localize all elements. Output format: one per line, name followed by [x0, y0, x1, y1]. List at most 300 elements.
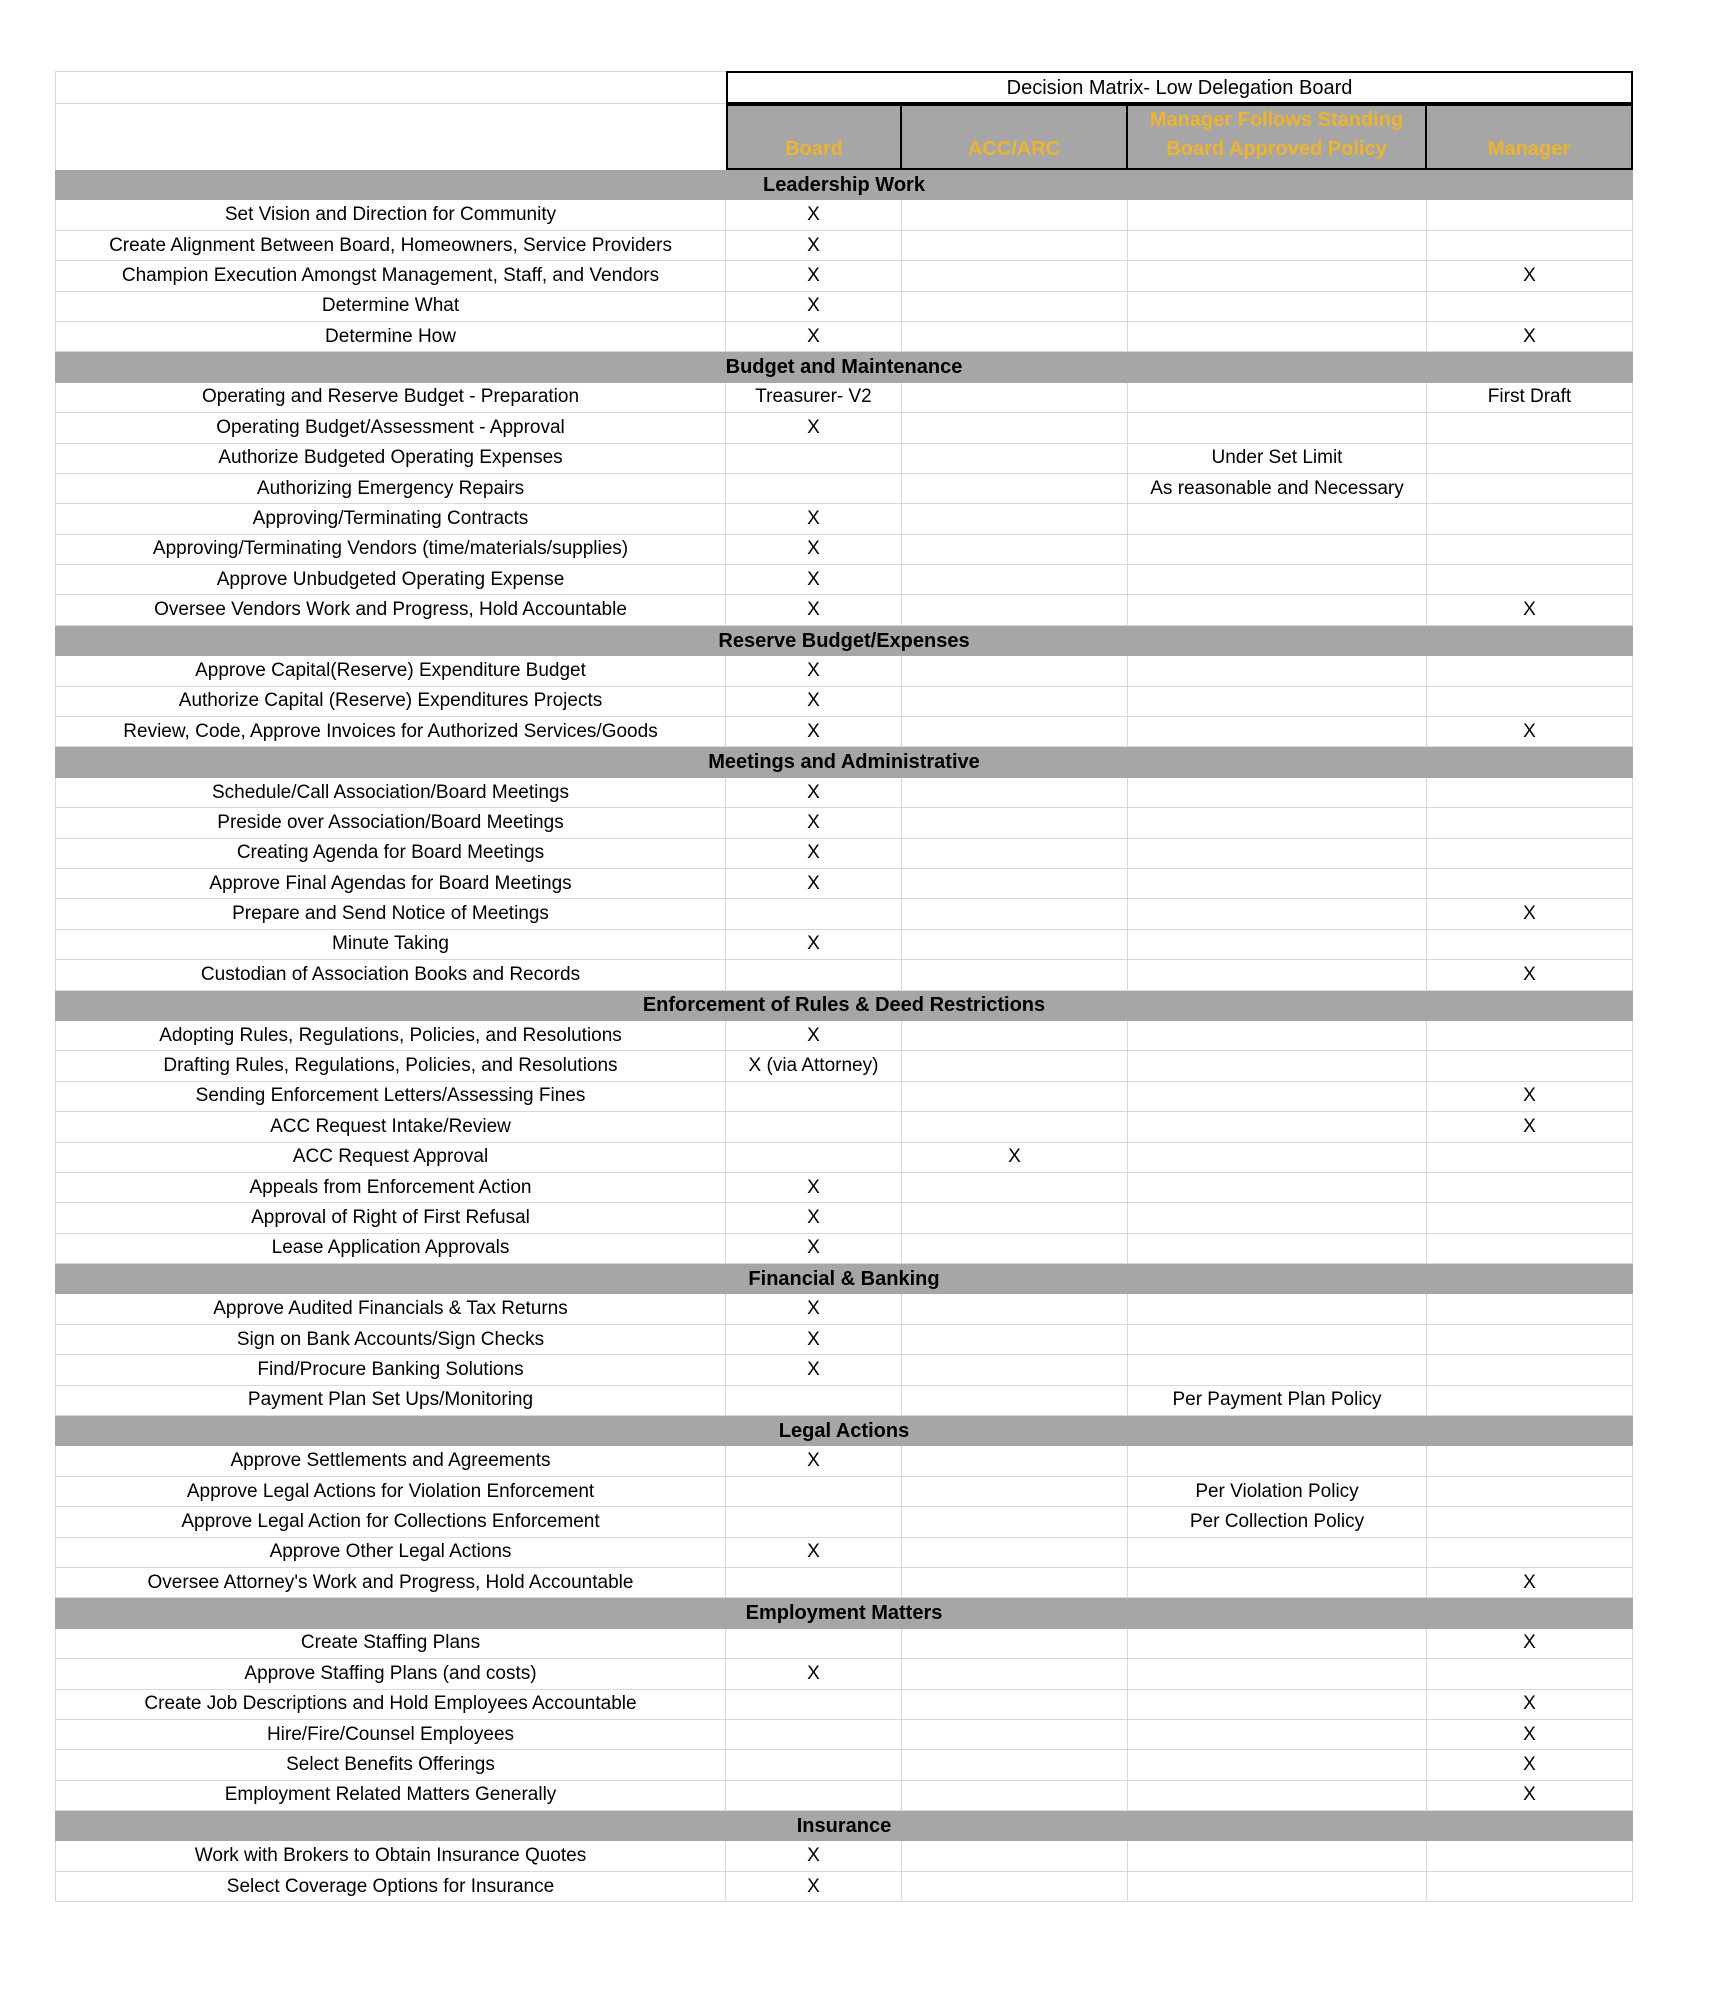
task-label: Operating Budget/Assessment - Approval	[55, 413, 726, 443]
cell-policy	[1128, 1446, 1427, 1476]
cell-manager	[1427, 1477, 1633, 1507]
cell-board: X	[726, 322, 902, 352]
cell-acc-arc	[902, 535, 1128, 565]
cell-policy	[1128, 1325, 1427, 1355]
cell-board: Treasurer- V2	[726, 383, 902, 413]
task-label: Creating Agenda for Board Meetings	[55, 839, 726, 869]
cell-board	[726, 1781, 902, 1811]
task-label: Select Coverage Options for Insurance	[55, 1872, 726, 1902]
task-label: Custodian of Association Books and Records	[55, 960, 726, 990]
cell-manager	[1427, 1538, 1633, 1568]
task-row	[55, 1568, 1633, 1598]
cell-policy	[1128, 1690, 1427, 1720]
cell-manager: X	[1427, 1690, 1633, 1720]
task-label: Authorize Capital (Reserve) Expenditures Projects	[55, 687, 726, 717]
task-row	[55, 1659, 1633, 1689]
task-label: Payment Plan Set Ups/Monitoring	[55, 1386, 726, 1416]
task-row	[55, 1386, 1633, 1416]
task-row	[55, 808, 1633, 838]
cell-manager	[1427, 292, 1633, 322]
task-label: Approving/Terminating Vendors (time/materials/supplies)	[55, 535, 726, 565]
task-label: Set Vision and Direction for Community	[55, 200, 726, 230]
cell-manager: X	[1427, 1720, 1633, 1750]
cell-acc-arc: X	[902, 1143, 1128, 1173]
task-label: Approval of Right of First Refusal	[55, 1203, 726, 1233]
task-row	[55, 656, 1633, 686]
cell-board: X	[726, 687, 902, 717]
cell-manager	[1427, 1051, 1633, 1081]
section-header-row	[55, 747, 1633, 777]
cell-board: X	[726, 656, 902, 686]
cell-policy	[1128, 1082, 1427, 1112]
cell-board: X	[726, 1325, 902, 1355]
cell-manager	[1427, 1872, 1633, 1902]
task-label: Approving/Terminating Contracts	[55, 504, 726, 534]
task-row	[55, 1203, 1633, 1233]
cell-board: X	[726, 1203, 902, 1233]
task-row	[55, 1082, 1633, 1112]
cell-policy: Per Violation Policy	[1128, 1477, 1427, 1507]
task-label: Hire/Fire/Counsel Employees	[55, 1720, 726, 1750]
cell-manager	[1427, 535, 1633, 565]
task-label: Schedule/Call Association/Board Meetings	[55, 778, 726, 808]
cell-board: X	[726, 1355, 902, 1385]
task-label: Sending Enforcement Letters/Assessing Fines	[55, 1082, 726, 1112]
task-label: Preside over Association/Board Meetings	[55, 808, 726, 838]
cell-board: X	[726, 869, 902, 899]
column-header-manager: Manager	[1427, 104, 1633, 170]
cell-board: X	[726, 1659, 902, 1689]
task-row	[55, 1690, 1633, 1720]
cell-acc-arc	[902, 1325, 1128, 1355]
cell-acc-arc	[902, 930, 1128, 960]
task-label: Create Alignment Between Board, Homeowners, Service Providers	[55, 231, 726, 261]
cell-manager	[1427, 200, 1633, 230]
cell-manager: X	[1427, 1568, 1633, 1598]
empty-corner-cell	[55, 104, 726, 170]
task-label: Oversee Attorney's Work and Progress, Hold Accountable	[55, 1568, 726, 1598]
cell-manager: X	[1427, 1781, 1633, 1811]
task-label: Approve Audited Financials & Tax Returns	[55, 1294, 726, 1324]
cell-manager	[1427, 565, 1633, 595]
cell-acc-arc	[902, 1477, 1128, 1507]
cell-board	[726, 474, 902, 504]
cell-board: X	[726, 261, 902, 291]
task-label: Approve Unbudgeted Operating Expense	[55, 565, 726, 595]
cell-acc-arc	[902, 1872, 1128, 1902]
cell-policy	[1128, 504, 1427, 534]
cell-manager	[1427, 1659, 1633, 1689]
cell-acc-arc	[902, 1051, 1128, 1081]
cell-acc-arc	[902, 1841, 1128, 1871]
cell-policy	[1128, 1112, 1427, 1142]
column-header-policy: Manager Follows Standing Board Approved Policy	[1128, 104, 1427, 170]
task-row	[55, 1781, 1633, 1811]
task-label: Determine How	[55, 322, 726, 352]
cell-manager: X	[1427, 960, 1633, 990]
cell-manager: X	[1427, 899, 1633, 929]
cell-policy	[1128, 595, 1427, 625]
task-label: Approve Legal Actions for Violation Enforcement	[55, 1477, 726, 1507]
cell-policy	[1128, 1294, 1427, 1324]
cell-board: X	[726, 413, 902, 443]
cell-manager: X	[1427, 1082, 1633, 1112]
cell-board: X	[726, 504, 902, 534]
task-label: Create Job Descriptions and Hold Employees Accountable	[55, 1690, 726, 1720]
cell-policy	[1128, 1143, 1427, 1173]
cell-acc-arc	[902, 565, 1128, 595]
task-row	[55, 1051, 1633, 1081]
task-label: Appeals from Enforcement Action	[55, 1173, 726, 1203]
task-row	[55, 899, 1633, 929]
task-row	[55, 1112, 1633, 1142]
cell-acc-arc	[902, 413, 1128, 443]
cell-policy	[1128, 261, 1427, 291]
cell-board: X	[726, 930, 902, 960]
cell-acc-arc	[902, 1507, 1128, 1537]
cell-policy	[1128, 413, 1427, 443]
cell-acc-arc	[902, 1082, 1128, 1112]
cell-policy	[1128, 869, 1427, 899]
cell-policy	[1128, 565, 1427, 595]
cell-policy	[1128, 200, 1427, 230]
task-label: Approve Other Legal Actions	[55, 1538, 726, 1568]
task-row	[55, 595, 1633, 625]
column-header-row	[55, 104, 1633, 170]
cell-board: X	[726, 535, 902, 565]
cell-board: X	[726, 1872, 902, 1902]
cell-board	[726, 960, 902, 990]
cell-acc-arc	[902, 808, 1128, 838]
task-row	[55, 930, 1633, 960]
task-row	[55, 1872, 1633, 1902]
task-row	[55, 1538, 1633, 1568]
cell-acc-arc	[902, 504, 1128, 534]
cell-manager: X	[1427, 1112, 1633, 1142]
decision-matrix-table	[55, 71, 1633, 1902]
section-header-row	[55, 991, 1633, 1021]
cell-policy	[1128, 1720, 1427, 1750]
cell-manager	[1427, 1355, 1633, 1385]
cell-acc-arc	[902, 1568, 1128, 1598]
task-label: Oversee Vendors Work and Progress, Hold Accountable	[55, 595, 726, 625]
cell-policy	[1128, 535, 1427, 565]
cell-manager	[1427, 1325, 1633, 1355]
task-row	[55, 1355, 1633, 1385]
task-label: Approve Legal Action for Collections Enforcement	[55, 1507, 726, 1537]
cell-board	[726, 444, 902, 474]
cell-board: X	[726, 292, 902, 322]
task-label: Adopting Rules, Regulations, Policies, and Resolutions	[55, 1021, 726, 1051]
cell-board: X	[726, 200, 902, 230]
cell-board	[726, 1720, 902, 1750]
cell-acc-arc	[902, 595, 1128, 625]
cell-manager	[1427, 1841, 1633, 1871]
cell-policy	[1128, 930, 1427, 960]
task-row	[55, 413, 1633, 443]
task-row	[55, 839, 1633, 869]
title-row	[55, 71, 1633, 104]
task-row	[55, 1294, 1633, 1324]
cell-acc-arc	[902, 687, 1128, 717]
cell-policy	[1128, 1234, 1427, 1264]
task-label: Approve Capital(Reserve) Expenditure Budget	[55, 656, 726, 686]
cell-manager	[1427, 687, 1633, 717]
cell-policy	[1128, 383, 1427, 413]
cell-manager	[1427, 444, 1633, 474]
task-row	[55, 444, 1633, 474]
cell-acc-arc	[902, 322, 1128, 352]
cell-policy: Per Payment Plan Policy	[1128, 1386, 1427, 1416]
task-row	[55, 1234, 1633, 1264]
section-title: Employment Matters	[55, 1598, 1633, 1628]
cell-manager: X	[1427, 1629, 1633, 1659]
cell-board: X	[726, 1446, 902, 1476]
task-row	[55, 1325, 1633, 1355]
cell-policy	[1128, 1781, 1427, 1811]
table-body	[55, 170, 1633, 1902]
cell-policy	[1128, 1750, 1427, 1780]
cell-policy	[1128, 292, 1427, 322]
cell-board	[726, 1477, 902, 1507]
cell-board: X	[726, 1294, 902, 1324]
cell-acc-arc	[902, 1112, 1128, 1142]
cell-manager	[1427, 1234, 1633, 1264]
cell-acc-arc	[902, 1355, 1128, 1385]
task-label: Lease Application Approvals	[55, 1234, 726, 1264]
cell-manager	[1427, 869, 1633, 899]
task-label: Determine What	[55, 292, 726, 322]
cell-manager: X	[1427, 322, 1633, 352]
task-label: Find/Procure Banking Solutions	[55, 1355, 726, 1385]
cell-policy	[1128, 960, 1427, 990]
cell-board	[726, 1690, 902, 1720]
section-header-row	[55, 170, 1633, 200]
cell-board: X	[726, 778, 902, 808]
cell-acc-arc	[902, 383, 1128, 413]
cell-policy	[1128, 687, 1427, 717]
cell-manager	[1427, 808, 1633, 838]
cell-policy: Under Set Limit	[1128, 444, 1427, 474]
cell-manager	[1427, 1386, 1633, 1416]
cell-policy	[1128, 1538, 1427, 1568]
cell-manager	[1427, 1294, 1633, 1324]
task-label: Select Benefits Offerings	[55, 1750, 726, 1780]
cell-board: X	[726, 1234, 902, 1264]
task-row	[55, 1841, 1633, 1871]
cell-policy	[1128, 656, 1427, 686]
cell-acc-arc	[902, 1720, 1128, 1750]
cell-manager	[1427, 474, 1633, 504]
task-label: Approve Settlements and Agreements	[55, 1446, 726, 1476]
cell-board	[726, 1507, 902, 1537]
cell-board	[726, 1112, 902, 1142]
cell-manager	[1427, 231, 1633, 261]
cell-policy	[1128, 1659, 1427, 1689]
cell-acc-arc	[902, 1294, 1128, 1324]
task-label: Create Staffing Plans	[55, 1629, 726, 1659]
cell-policy	[1128, 231, 1427, 261]
task-row	[55, 778, 1633, 808]
empty-corner-cell	[55, 71, 726, 104]
section-title: Budget and Maintenance	[55, 352, 1633, 382]
column-header-board: Board	[726, 104, 902, 170]
cell-policy	[1128, 1021, 1427, 1051]
cell-manager	[1427, 1173, 1633, 1203]
cell-manager: X	[1427, 1750, 1633, 1780]
task-row	[55, 504, 1633, 534]
cell-board	[726, 1629, 902, 1659]
task-label: Authorize Budgeted Operating Expenses	[55, 444, 726, 474]
task-label: ACC Request Intake/Review	[55, 1112, 726, 1142]
section-title: Leadership Work	[55, 170, 1633, 200]
cell-policy: Per Collection Policy	[1128, 1507, 1427, 1537]
cell-board: X	[726, 1021, 902, 1051]
cell-manager	[1427, 839, 1633, 869]
cell-acc-arc	[902, 444, 1128, 474]
cell-manager	[1427, 1143, 1633, 1173]
cell-policy	[1128, 1173, 1427, 1203]
task-label: Minute Taking	[55, 930, 726, 960]
section-header-row	[55, 352, 1633, 382]
cell-acc-arc	[902, 1386, 1128, 1416]
cell-policy: As reasonable and Necessary	[1128, 474, 1427, 504]
task-row	[55, 322, 1633, 352]
cell-board: X (via Attorney)	[726, 1051, 902, 1081]
section-title: Financial & Banking	[55, 1264, 1633, 1294]
cell-acc-arc	[902, 1021, 1128, 1051]
task-row	[55, 1477, 1633, 1507]
cell-policy	[1128, 1355, 1427, 1385]
cell-policy	[1128, 1841, 1427, 1871]
cell-acc-arc	[902, 1690, 1128, 1720]
cell-policy	[1128, 1568, 1427, 1598]
task-row	[55, 1750, 1633, 1780]
task-row	[55, 383, 1633, 413]
cell-acc-arc	[902, 960, 1128, 990]
task-label: Review, Code, Approve Invoices for Authorized Services/Goods	[55, 717, 726, 747]
cell-manager: X	[1427, 595, 1633, 625]
cell-manager	[1427, 504, 1633, 534]
task-row	[55, 717, 1633, 747]
cell-acc-arc	[902, 1629, 1128, 1659]
cell-board: X	[726, 231, 902, 261]
cell-policy	[1128, 717, 1427, 747]
cell-acc-arc	[902, 261, 1128, 291]
cell-manager	[1427, 930, 1633, 960]
cell-acc-arc	[902, 1173, 1128, 1203]
task-row	[55, 200, 1633, 230]
cell-board: X	[726, 1538, 902, 1568]
cell-policy	[1128, 1629, 1427, 1659]
task-row	[55, 1446, 1633, 1476]
cell-board: X	[726, 717, 902, 747]
task-label: Prepare and Send Notice of Meetings	[55, 899, 726, 929]
cell-manager	[1427, 1021, 1633, 1051]
section-title: Reserve Budget/Expenses	[55, 626, 1633, 656]
task-row	[55, 1507, 1633, 1537]
task-label: ACC Request Approval	[55, 1143, 726, 1173]
cell-manager: X	[1427, 261, 1633, 291]
task-row	[55, 565, 1633, 595]
task-row	[55, 960, 1633, 990]
task-row	[55, 474, 1633, 504]
cell-board	[726, 1568, 902, 1598]
cell-acc-arc	[902, 1203, 1128, 1233]
task-row	[55, 1173, 1633, 1203]
task-label: Sign on Bank Accounts/Sign Checks	[55, 1325, 726, 1355]
section-header-row	[55, 626, 1633, 656]
task-label: Work with Brokers to Obtain Insurance Quotes	[55, 1841, 726, 1871]
cell-board: X	[726, 808, 902, 838]
cell-policy	[1128, 839, 1427, 869]
cell-board	[726, 1143, 902, 1173]
cell-manager	[1427, 1507, 1633, 1537]
cell-acc-arc	[902, 899, 1128, 929]
cell-manager	[1427, 778, 1633, 808]
task-label: Champion Execution Amongst Management, Staff, and Vendors	[55, 261, 726, 291]
task-row	[55, 1629, 1633, 1659]
cell-acc-arc	[902, 1781, 1128, 1811]
cell-manager: X	[1427, 717, 1633, 747]
cell-manager	[1427, 1446, 1633, 1476]
task-label: Approve Final Agendas for Board Meetings	[55, 869, 726, 899]
cell-policy	[1128, 1051, 1427, 1081]
cell-policy	[1128, 1203, 1427, 1233]
cell-acc-arc	[902, 717, 1128, 747]
cell-acc-arc	[902, 869, 1128, 899]
section-header-row	[55, 1416, 1633, 1446]
cell-policy	[1128, 899, 1427, 929]
section-title: Legal Actions	[55, 1416, 1633, 1446]
task-label: Operating and Reserve Budget - Preparation	[55, 383, 726, 413]
cell-acc-arc	[902, 1659, 1128, 1689]
cell-board	[726, 899, 902, 929]
cell-acc-arc	[902, 778, 1128, 808]
cell-board: X	[726, 839, 902, 869]
task-row	[55, 687, 1633, 717]
section-title: Insurance	[55, 1811, 1633, 1841]
cell-acc-arc	[902, 1750, 1128, 1780]
cell-acc-arc	[902, 474, 1128, 504]
cell-acc-arc	[902, 1446, 1128, 1476]
cell-policy	[1128, 322, 1427, 352]
cell-manager: First Draft	[1427, 383, 1633, 413]
cell-acc-arc	[902, 839, 1128, 869]
section-title: Enforcement of Rules & Deed Restrictions	[55, 991, 1633, 1021]
task-row	[55, 535, 1633, 565]
section-header-row	[55, 1598, 1633, 1628]
cell-manager	[1427, 656, 1633, 686]
cell-acc-arc	[902, 656, 1128, 686]
task-row	[55, 1720, 1633, 1750]
cell-board: X	[726, 1173, 902, 1203]
task-row	[55, 231, 1633, 261]
cell-board	[726, 1082, 902, 1112]
task-row	[55, 869, 1633, 899]
cell-acc-arc	[902, 231, 1128, 261]
section-header-row	[55, 1264, 1633, 1294]
table-title: Decision Matrix- Low Delegation Board	[726, 71, 1633, 104]
task-label: Drafting Rules, Regulations, Policies, and Resolutions	[55, 1051, 726, 1081]
column-header-acc-arc: ACC/ARC	[902, 104, 1128, 170]
task-label: Employment Related Matters Generally	[55, 1781, 726, 1811]
cell-policy	[1128, 1872, 1427, 1902]
cell-board	[726, 1750, 902, 1780]
section-title: Meetings and Administrative	[55, 747, 1633, 777]
task-label: Approve Staffing Plans (and costs)	[55, 1659, 726, 1689]
cell-board: X	[726, 1841, 902, 1871]
